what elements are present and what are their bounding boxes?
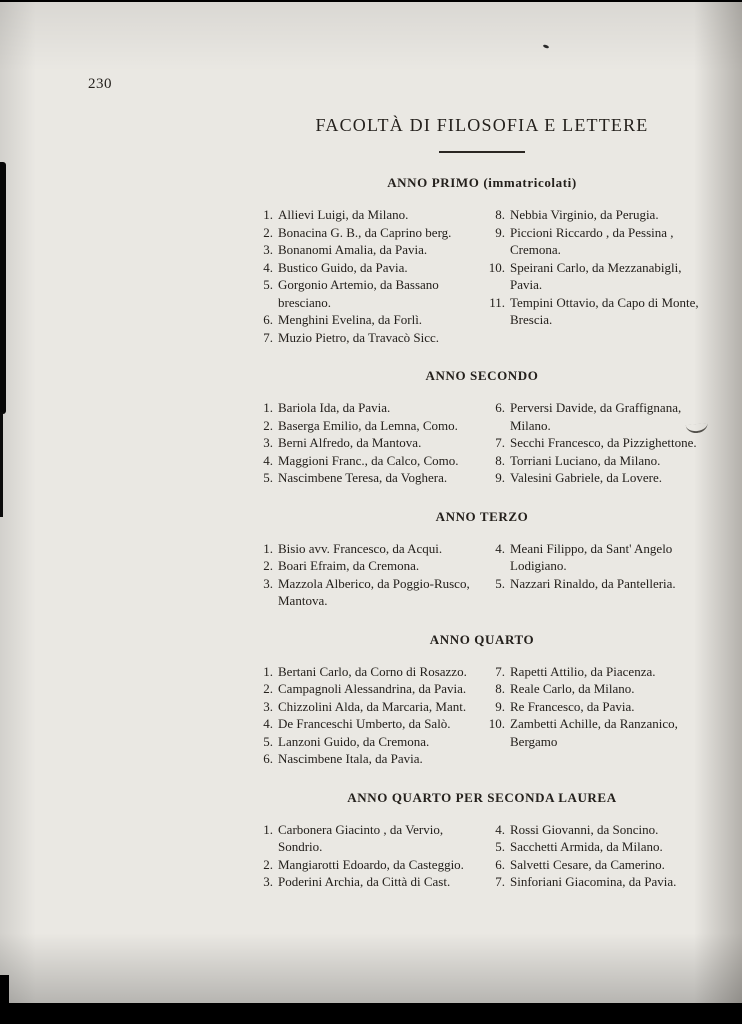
entry-text: Torriani Luciano, da Milano. [510, 452, 661, 468]
page-number: 230 [88, 76, 112, 92]
entry-text: Lanzoni Guido, da Cremona. [278, 733, 430, 749]
entry-text: Salvetti Cesare, da Camerino. [510, 856, 665, 872]
entry-text: Sacchetti Armida, da Milano. [510, 839, 663, 854]
entry-number: 4. [495, 821, 505, 837]
page-content [88, 76, 710, 891]
student-entry [485, 540, 711, 575]
student-entry [253, 698, 479, 716]
student-entry [253, 329, 479, 347]
entry-number: 1. [263, 540, 273, 556]
student-entry [253, 224, 479, 242]
student-entry [485, 873, 711, 891]
entry-text: Perversi Davide, da Graffignana, Milano. [510, 400, 682, 433]
entry-number: 7. [263, 329, 273, 345]
year-section [253, 509, 711, 610]
section-heading: ANNO QUARTO [429, 631, 535, 647]
student-entry [485, 294, 711, 329]
section-heading: ANNO QUARTO PER SECONDA LAUREA [347, 789, 617, 805]
scan-edge-left-streak-thin [0, 412, 3, 517]
two-column-list [253, 821, 711, 891]
entry-number: 2. [263, 856, 273, 872]
entry-number: 3. [263, 435, 273, 450]
student-entry [253, 434, 479, 452]
entry-number: 9. [495, 224, 505, 240]
two-column-list [253, 540, 711, 610]
entry-text: Boari Efraim, da Cremona. [278, 558, 420, 573]
list-column [253, 206, 479, 346]
year-section [253, 632, 711, 768]
entry-text: Allievi Luigi, da Milano. [278, 207, 409, 222]
entry-number: 7. [495, 874, 505, 889]
two-column-list [253, 206, 711, 346]
student-entry [485, 680, 711, 698]
entry-text: Muzio Pietro, da Travacò Sicc. [278, 329, 440, 345]
student-entry [485, 206, 711, 224]
entry-text: Carbonera Giacinto , da Vervio, Sondrio. [278, 821, 444, 854]
student-entry [253, 575, 479, 610]
entry-text: De Franceschi Umberto, da Salò. [278, 716, 451, 731]
student-entry [253, 276, 479, 311]
entry-text: Chizzolini Alda, da Marcaria, Mant. [278, 698, 467, 714]
student-entry [485, 399, 711, 434]
student-entry [253, 452, 479, 470]
student-entry [485, 715, 711, 750]
entry-number: 5. [263, 470, 273, 485]
entry-number: 7. [495, 663, 505, 679]
entry-number: 3. [263, 242, 273, 257]
entry-number: 5. [263, 277, 273, 292]
entry-number: 5. [263, 733, 273, 749]
entry-number: 11. [489, 294, 505, 310]
entry-text: Piccioni Riccardo , da Pessina , Cremona. [510, 224, 674, 257]
entry-number: 1. [263, 207, 273, 222]
student-entry [485, 224, 711, 259]
entry-number: 7. [495, 435, 505, 450]
student-entry [253, 311, 479, 329]
two-column-list [253, 663, 711, 768]
page-title: FACOLTÀ DI FILOSOFIA E LETTERE [315, 115, 649, 135]
list-column [485, 399, 711, 487]
entry-number: 1. [263, 400, 273, 415]
entry-number: 4. [263, 716, 273, 731]
student-entry [253, 241, 479, 259]
entry-number: 10. [488, 716, 505, 731]
list-column [485, 663, 711, 768]
entry-text: Re Francesco, da Pavia. [510, 698, 635, 714]
student-entry [253, 469, 479, 487]
entry-text: Bonanomi Amalia, da Pavia. [278, 242, 428, 257]
entry-number: 4. [263, 452, 273, 468]
sections-container [253, 175, 711, 891]
entry-text: Tempini Ottavio, da Capo di Monte, Brescia. [510, 294, 699, 327]
entry-number: 6. [263, 751, 273, 766]
year-section [253, 175, 711, 346]
student-entry [485, 663, 711, 681]
entry-text: Bonacina G. B., da Caprino berg. [278, 224, 452, 240]
student-entry [253, 663, 479, 681]
entry-number: 2. [263, 558, 273, 573]
entry-text: Nascimbene Itala, da Pavia. [278, 751, 423, 766]
student-entry [253, 733, 479, 751]
scanned-page [0, 2, 742, 1003]
entry-text: Meani Filippo, da Sant' Angelo Lodigiano. [510, 540, 673, 573]
entry-text: Maggioni Franc., da Calco, Como. [278, 452, 459, 468]
entry-number: 1. [263, 663, 273, 679]
entry-number: 3. [263, 874, 273, 889]
section-heading: ANNO TERZO [435, 508, 529, 524]
entry-number: 5. [495, 575, 505, 591]
entry-number: 8. [495, 207, 505, 222]
student-entry [485, 821, 711, 839]
entry-text: Nascimbene Teresa, da Voghera. [278, 470, 448, 485]
entry-text: Bisio avv. Francesco, da Acqui. [278, 540, 443, 556]
student-entry [253, 750, 479, 768]
entry-text: Bertani Carlo, da Corno di Rosazzo. [278, 663, 467, 679]
entry-text: Mazzola Alberico, da Poggio-Rusco, Mantova. [278, 575, 470, 608]
entry-number: 2. [263, 224, 273, 240]
scan-edge-left-streak [0, 162, 6, 414]
section-heading: ANNO PRIMO (immatricolati) [387, 175, 577, 190]
entry-text: Bustico Guido, da Pavia. [278, 259, 408, 275]
entry-text: Bariola Ida, da Pavia. [278, 400, 391, 415]
student-entry [253, 856, 479, 874]
student-entry [485, 698, 711, 716]
student-entry [485, 838, 711, 856]
entry-number: 5. [495, 839, 505, 854]
entry-number: 9. [495, 470, 505, 485]
entry-number: 4. [263, 259, 273, 275]
student-entry [253, 557, 479, 575]
list-column [485, 206, 711, 346]
list-column [253, 663, 479, 768]
entry-text: Baserga Emilio, da Lemna, Como. [278, 417, 458, 433]
entry-text: Nebbia Virginio, da Perugia. [510, 207, 659, 222]
student-entry [485, 452, 711, 470]
entry-number: 2. [263, 681, 273, 696]
entry-number: 10. [488, 259, 505, 275]
student-entry [253, 680, 479, 698]
student-entry [485, 434, 711, 452]
entry-number: 2. [263, 417, 273, 433]
student-entry [485, 259, 711, 294]
list-column [253, 399, 479, 487]
year-section [253, 790, 711, 891]
entry-number: 9. [495, 698, 505, 714]
entry-text: Speirani Carlo, da Mezzanabigli, Pavia. [510, 259, 682, 292]
student-entry [253, 873, 479, 891]
text-block [253, 115, 711, 891]
entry-number: 8. [495, 452, 505, 468]
entry-text: Poderini Archia, da Città di Cast. [278, 874, 451, 889]
entry-text: Gorgonio Artemio, da Bassano bresciano. [278, 277, 439, 310]
section-heading: ANNO SECONDO [425, 368, 539, 383]
entry-number: 6. [495, 400, 505, 415]
entry-text: Berni Alfredo, da Mantova. [278, 435, 422, 450]
entry-number: 1. [263, 821, 273, 837]
student-entry [485, 856, 711, 874]
student-entry [253, 715, 479, 733]
entry-text: Menghini Evelina, da Forlì. [278, 312, 423, 327]
entry-text: Reale Carlo, da Milano. [510, 681, 635, 696]
student-entry [253, 417, 479, 435]
list-column [253, 540, 479, 610]
scan-speck-artifact [543, 44, 550, 49]
entry-number: 3. [263, 575, 273, 591]
list-column [253, 821, 479, 891]
entry-text: Rossi Giovanni, da Soncino. [510, 821, 659, 837]
student-entry [253, 399, 479, 417]
entry-text: Valesini Gabriele, da Lovere. [510, 470, 662, 485]
list-column [485, 821, 711, 891]
student-entry [253, 206, 479, 224]
title-rule [439, 151, 525, 153]
entry-number: 6. [263, 312, 273, 327]
year-section [253, 368, 711, 487]
entry-text: Secchi Francesco, da Pizzighettone. [510, 435, 697, 450]
entry-number: 3. [263, 698, 273, 714]
entry-text: Campagnoli Alessandrina, da Pavia. [278, 681, 467, 696]
entry-text: Nazzari Rinaldo, da Pantelleria. [510, 575, 676, 591]
scan-edge-bottom [0, 1003, 742, 1024]
scan-edge-left-streak-bottom [0, 975, 9, 1005]
list-column [485, 540, 711, 610]
entry-number: 8. [495, 681, 505, 696]
entry-text: Mangiarotti Edoardo, da Casteggio. [278, 856, 464, 872]
entry-text: Sinforiani Giacomina, da Pavia. [510, 874, 677, 889]
student-entry [485, 469, 711, 487]
student-entry [485, 575, 711, 593]
entry-text: Zambetti Achille, da Ranzanico, Bergamo [510, 716, 678, 749]
entry-text: Rapetti Attilio, da Piacenza. [510, 663, 656, 679]
student-entry [253, 821, 479, 856]
student-entry [253, 259, 479, 277]
student-entry [253, 540, 479, 558]
entry-number: 4. [495, 540, 505, 556]
entry-number: 6. [495, 856, 505, 872]
scan-edge-top [0, 0, 742, 2]
two-column-list [253, 399, 711, 487]
